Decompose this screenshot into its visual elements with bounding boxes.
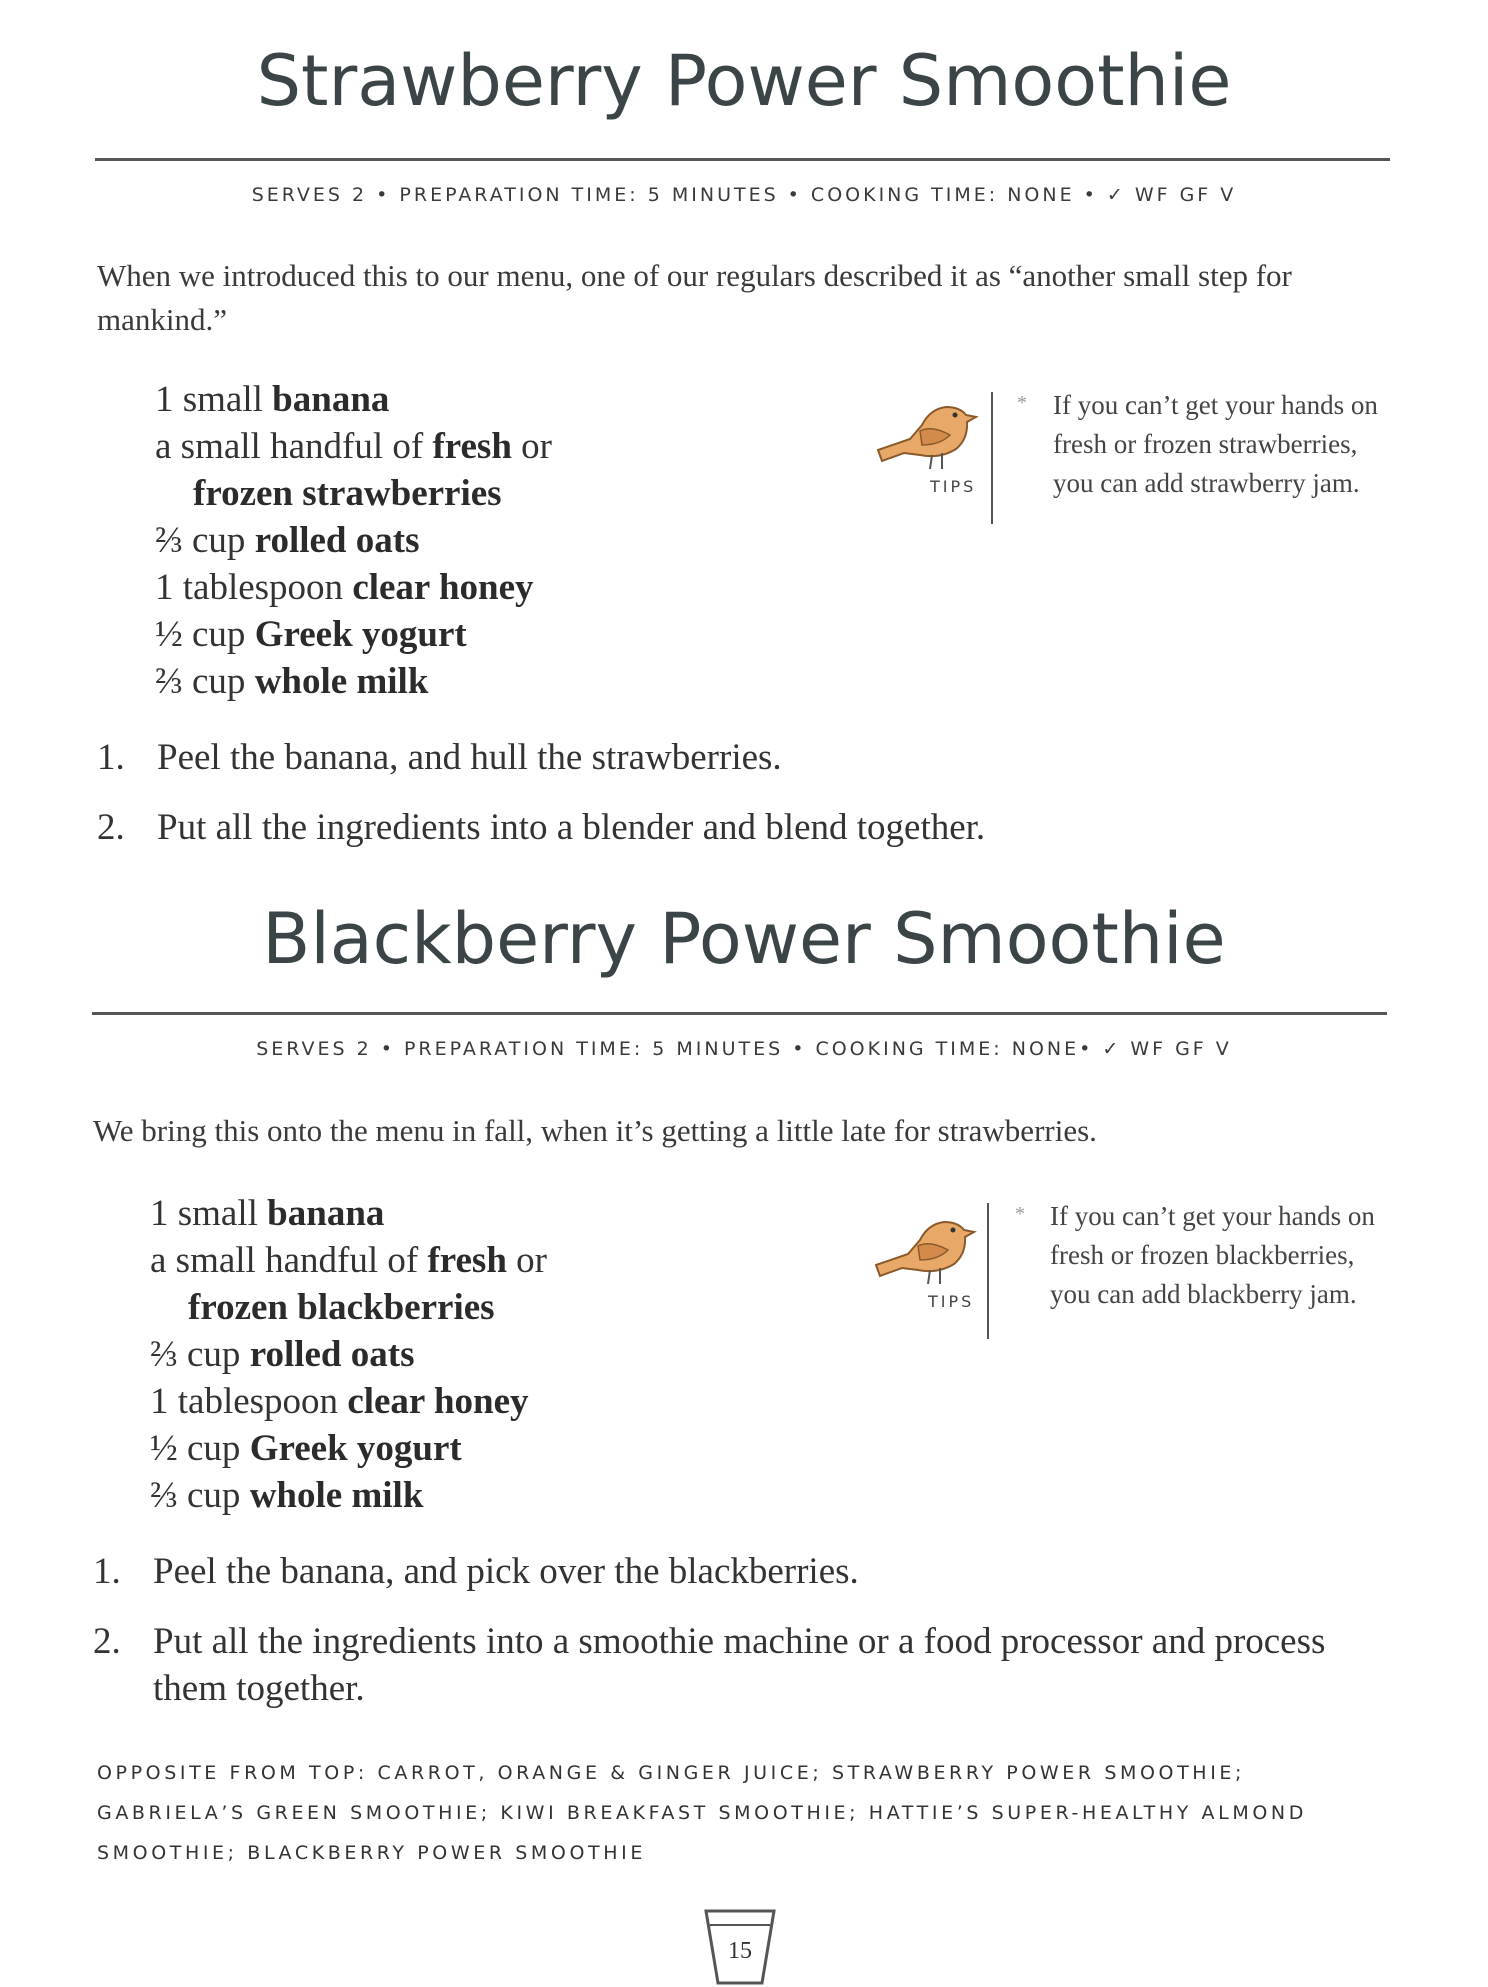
tips-divider <box>991 392 993 524</box>
ingredient-list <box>150 1190 547 1519</box>
recipe-intro: When we introduced this to our menu, one of our regulars described it as “another small step for mankind.” <box>97 258 1292 337</box>
tips-badge <box>868 1210 1068 1350</box>
ingredient-item: 1 tablespoon clear honey <box>155 567 534 608</box>
tip-text: If you can’t get your hands on fresh or frozen blackberries, you can add blackberry jam. <box>1050 1201 1375 1309</box>
recipe-meta: SERVES 2 • PREPARATION TIME: 5 MINUTES • COOKING TIME: NONE• ✓ WF GF V <box>256 1038 1232 1060</box>
bird-icon <box>870 395 980 477</box>
recipe-meta: SERVES 2 • PREPARATION TIME: 5 MINUTES • COOKING TIME: NONE • ✓ WF GF V <box>251 184 1237 206</box>
ingredient-item: a small handful of fresh or <box>155 426 552 467</box>
method-steps <box>93 1548 1363 1735</box>
ingredient-item: 1 small banana <box>150 1193 385 1234</box>
ingredient-item: 1 small banana <box>155 379 390 420</box>
step-item: 2. Put all the ingredients into a blender and blend together. <box>97 807 986 848</box>
ingredient-item: ½ cup Greek yogurt <box>155 614 467 655</box>
bird-icon <box>868 1210 978 1292</box>
ingredient-item: ⅔ cup whole milk <box>155 661 429 702</box>
ingredient-item: ½ cup Greek yogurt <box>150 1428 462 1469</box>
tip-bullet: * <box>1015 1203 1025 1225</box>
ingredient-item: ⅔ cup rolled oats <box>155 520 420 561</box>
ingredient-item: a small handful of fresh or <box>150 1240 547 1281</box>
step-item: 2. Put all the ingredients into a smoothie machine or a food processor and process them together. <box>93 1621 1326 1709</box>
recipe-intro: We bring this onto the menu in fall, when it’s getting a little late for strawberries. <box>93 1113 1097 1148</box>
title-rule <box>92 1012 1387 1015</box>
photo-caption: OPPOSITE FROM TOP: CARROT, ORANGE & GINGER JUICE; STRAWBERRY POWER SMOOTHIE; GABRIELA’S GREEN SMOOTHIE; KIWI BREAKFAST SMOOTHIE; HATTIE’S SUPER-HEALTHY ALMOND SMOOTHIE; BLACKBERRY POWER SMOOTHIE <box>97 1762 1307 1864</box>
tips-divider <box>987 1203 989 1339</box>
tips-label: TIPS <box>930 477 977 496</box>
ingredient-item: frozen blackberries <box>188 1287 495 1328</box>
recipe-title: Blackberry Power Smoothie <box>262 898 1226 980</box>
title-rule <box>95 158 1390 161</box>
tip-bullet: * <box>1017 392 1027 414</box>
step-item: 1. Peel the banana, and hull the strawberries. <box>97 737 782 778</box>
step-item: 1. Peel the banana, and pick over the blackberries. <box>93 1551 859 1592</box>
tips-label: TIPS <box>928 1292 975 1311</box>
page-number: 15 <box>728 1938 752 1964</box>
recipe-title: Strawberry Power Smoothie <box>256 40 1232 122</box>
ingredient-item: ⅔ cup rolled oats <box>150 1334 415 1375</box>
method-steps <box>97 734 1377 874</box>
tips-badge <box>870 395 1070 535</box>
ingredient-item: 1 tablespoon clear honey <box>150 1381 529 1422</box>
ingredient-item: frozen strawberries <box>193 473 502 514</box>
tip-text: If you can’t get your hands on fresh or frozen strawberries, you can add strawberry jam. <box>1053 390 1378 498</box>
ingredient-list <box>155 376 552 705</box>
ingredient-item: ⅔ cup whole milk <box>150 1475 424 1516</box>
